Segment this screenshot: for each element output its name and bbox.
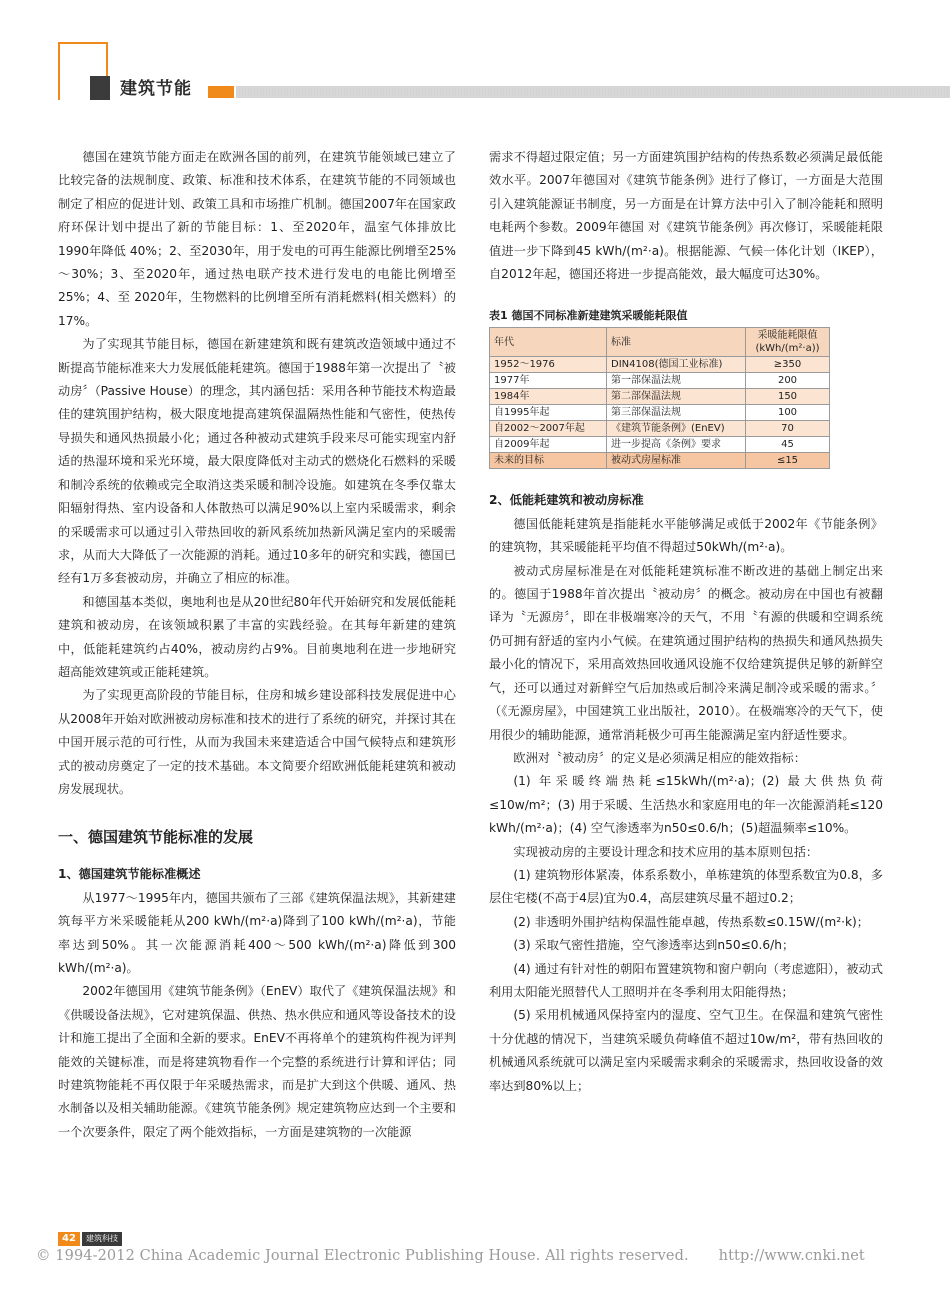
table-cell: 200	[746, 373, 830, 389]
table-header-cell: 标准	[607, 328, 746, 357]
body-paragraph: 德国低能耗建筑是指能耗水平能够满足或低于2002年《节能条例》的建筑物，其采暖能耗平均值不得超过50kWh/(m²·a)。	[489, 516, 883, 555]
body-paragraph: 从1977～1995年内，德国共颁布了三部《建筑保温法规》，其新建建筑每平方米采暖能耗从200 kWh/(m²·a)降到了100 kWh/(m²·a)，节能率达到50%。其一次能源消耗400～500 kWh/(m²·a)降低到300 kWh/(m²·a)。	[58, 890, 456, 975]
header-dark-block	[90, 76, 110, 100]
subsection-heading: 1、德国建筑节能标准概述	[58, 867, 201, 882]
header-rule-texture	[236, 86, 950, 98]
energy-limit-table	[489, 327, 830, 469]
table-header-cell: 采暖能耗限值 (kWh/(m²·a))	[746, 328, 830, 357]
intro-paragraph: 为了实现其节能目标，德国在新建建筑和既有建筑改造领域中通过不断提高节能标准来大力发展低能耗建筑。德国于1988年第一次提出了〝被动房〞（Passive House）的理念，其内涵包括：采用各种节能技术构造最佳的建筑围护结构，极大限度地提高建筑保温隔热性能和气密性，使热传导损失和通风热损最小化；通过各种被动式建筑手段来尽可能实现室内舒适的热湿环境和采光环境，最大限度降低对主动式的燃烧化石燃料的采暖和制冷系统的依赖或完全取消这类采暖和制冷设施。如建筑在冬季仅靠太阳辐射得热、室内设备和人体散热可以满足90%以上室内采暖需求，剩余的采暖需求可以通过引入带热回收的新风系统加热新风满足室内的采暖需求，从而大大降低了一次能源的消耗。通过10多年的研究和实践，德国已经有1万多套被动房，并确立了相应的标准。	[58, 337, 456, 586]
table-row	[490, 405, 830, 421]
table-cell: 未来的目标	[490, 453, 607, 469]
table-cell: 自2002～2007年起	[490, 421, 607, 437]
table-cell: 自1995年起	[490, 405, 607, 421]
body-paragraph: (2) 非透明外围护结构保温性能卓越，传热系数≤0.15W/(m²·k)；	[513, 914, 869, 929]
copyright-watermark	[36, 1248, 865, 1264]
table-cell: 第二部保温法规	[607, 389, 746, 405]
copyright-text: © 1994-2012 China Academic Journal Electronic Publishing House. All rights reserved.	[36, 1248, 689, 1264]
table-cell: 70	[746, 421, 830, 437]
intro-paragraph: 为了实现更高阶段的节能目标，住房和城乡建设部科技发展促进中心从2008年开始对欧洲被动房标准和技术的进行了系统的研究，并探讨其在中国开展示范的可行性，从而为我国未来建造适合中国气候特点和建筑形式的被动房奠定了一定的技术基础。本文简要介绍欧洲低能耗建筑和被动房发展现状。	[58, 688, 456, 796]
body-paragraph: (5) 采用机械通风保持室内的湿度、空气卫生。在保温和建筑气密性十分优越的情况下，当建筑采暖负荷峰值不超过10w/m²，带有热回收的机械通风系统就可以满足室内采暖需求剩余的采暖需求，热回收设备的效率达到80%以上；	[489, 1008, 883, 1093]
right-column	[489, 146, 883, 1098]
table-cell: 被动式房屋标准	[607, 453, 746, 469]
table-row	[490, 437, 830, 453]
table-cell: 100	[746, 405, 830, 421]
table-caption: 表1 德国不同标准新建建筑采暖能耗限值	[489, 309, 688, 323]
header-accent-bar	[208, 86, 234, 98]
table-row	[490, 389, 830, 405]
intro-paragraph: 德国在建筑节能方面走在欧洲各国的前列，在建筑节能领域已建立了比较完备的法规制度、政策、标准和技术体系，在建筑节能的不同领域也制定了相应的促进计划、政策工具和市场推广机制。德国2007年在国家政府环保计划中提出了新的节能目标：1、至2020年，温室气体排放比1990年降低 40%；2、至2030年，用于发电的可再生能源比例增至25%～30%；3、至2020年，通过热电联产技术进行发电的电能比例增至 25%；4、至 2020年，生物燃料的比例增至所有消耗燃料(相关燃料）的17%。	[58, 150, 456, 328]
table-cell: 1952～1976	[490, 357, 607, 373]
intro-paragraph: 和德国基本类似，奥地利也是从20世纪80年代开始研究和发展低能耗建筑和被动房，在该领域积累了丰富的实践经验。在其每年新建的建筑中，低能耗建筑约占40%，被动房约占9%。目前奥地利在进一步地研究超高能效建筑或正能耗建筑。	[58, 594, 456, 679]
body-paragraph: (1) 建筑物形体紧凑，体系系数小，单栋建筑的体型系数宜为0.8，多层住宅楼(不高于4层)宜为0.4，高层建筑尽量不超过0.2；	[489, 867, 883, 906]
table-cell: 150	[746, 389, 830, 405]
table-cell: 第一部保温法规	[607, 373, 746, 389]
table-row	[490, 357, 830, 373]
table-row	[490, 421, 830, 437]
table-cell: 第三部保温法规	[607, 405, 746, 421]
table-cell: 自2009年起	[490, 437, 607, 453]
table-cell: 45	[746, 437, 830, 453]
page-number: 42	[58, 1232, 80, 1246]
table-header-cell: 年代	[490, 328, 607, 357]
table-row	[490, 373, 830, 389]
table-cell: ≤15	[746, 453, 830, 469]
table-cell: 进一步提高《条例》要求	[607, 437, 746, 453]
body-paragraph: 被动式房屋标准是在对低能耗建筑标准不断改进的基础上制定出来的。德国于1988年首次提出〝被动房〞的概念。被动房在中国也有被翻译为〝无源房〞，即在非极端寒冷的天气，不用〝有源的供暖和空调系统仍可拥有舒适的室内小气候。在建筑通过围护结构的热损失和通风热损失最小化的情况下，采用高效热回收通风设施不仅给建筑提供足够的新鲜空气，还可以通过对新鲜空气后加热或后制冷来满足制冷或采暖的需求。〞（《无源房屋》，中国建筑工业出版社，2010）。在极端寒冷的天气下，使用很少的辅助能源，通常消耗极少可再生能源满足室内舒适性要求。	[489, 563, 883, 742]
table-cell: 《建筑节能条例》(EnEV)	[607, 421, 746, 437]
continued-paragraph: 需求不得超过限定值；另一方面建筑围护结构的传热系数必须满足最低能效水平。2007年德国对《建筑节能条例》进行了修订，一方面是大范围引入建筑能源证书制度，另一方面是在计算方法中引入了制冷能耗和照明电耗两个参数。2009年德国 对《建筑节能条例》再次修订，采暖能耗限值进一步下降到45 kWh/(m²·a)。根据能源、气候一体化计划（IKEP），自2012年起，德国还将进一步提高能效，最大幅度可达30%。	[489, 150, 883, 282]
table-cell: 1977年	[490, 373, 607, 389]
table-row	[490, 453, 830, 469]
table-cell: DIN4108(德国工业标准)	[607, 357, 746, 373]
body-paragraph: 实现被动房的主要设计理念和技术应用的基本原则包括：	[513, 844, 819, 859]
cnki-url[interactable]: http://www.cnki.net	[718, 1248, 865, 1264]
table-header-row	[490, 328, 830, 357]
section-header-title: 建筑节能	[120, 79, 192, 99]
body-paragraph: 欧洲对〝被动房〞的定义是必须满足相应的能效指标：	[513, 750, 806, 765]
body-paragraph: (3) 采取气密性措施，空气渗透率达到n50≤0.6/h；	[513, 938, 795, 953]
body-paragraph: (4) 通过有针对性的朝阳布置建筑物和窗户朝向（考虑遮阳），被动式利用太阳能光照替代人工照明并在冬季利用太阳能得热；	[489, 961, 883, 999]
table-cell: 1984年	[490, 389, 607, 405]
section-heading: 一、德国建筑节能标准的发展	[58, 828, 254, 847]
left-column	[58, 146, 456, 1144]
subsection-heading: 2、低能耗建筑和被动房标准	[489, 493, 644, 508]
body-paragraph: (1) 年采暖终端热耗≤15kWh/(m²·a)；(2) 最大供热负荷≤10w/m²；(3) 用于采暖、生活热水和家庭用电的年一次能源消耗≤120 kWh/(m²·a)；(4) 空气渗透率为n50≤0.6/h；(5)超温频率≤10%。	[489, 774, 883, 836]
body-paragraph: 2002年德国用《建筑节能条例》（EnEV）取代了《建筑保温法规》和《供暖设备法规》，它对建筑保温、供热、热水供应和通风等设备技术的设计和施工提出了全面和全新的要求。EnEV不再将单个的建筑构件视为评判能效的关键标准，而是将建筑物看作一个完整的系统进行计算和评估；同时建筑物能耗不再仅限于年采暖热需求，而是扩大到这个供暖、通风、热水制备以及相关辅助能源。《建筑节能条例》规定建筑物应达到一个主要和一个次要条件，限定了两个能效指标，一方面是建筑物的一次能源	[58, 984, 456, 1139]
table-cell: ≥350	[746, 357, 830, 373]
journal-brand: 建筑科技	[82, 1232, 122, 1246]
